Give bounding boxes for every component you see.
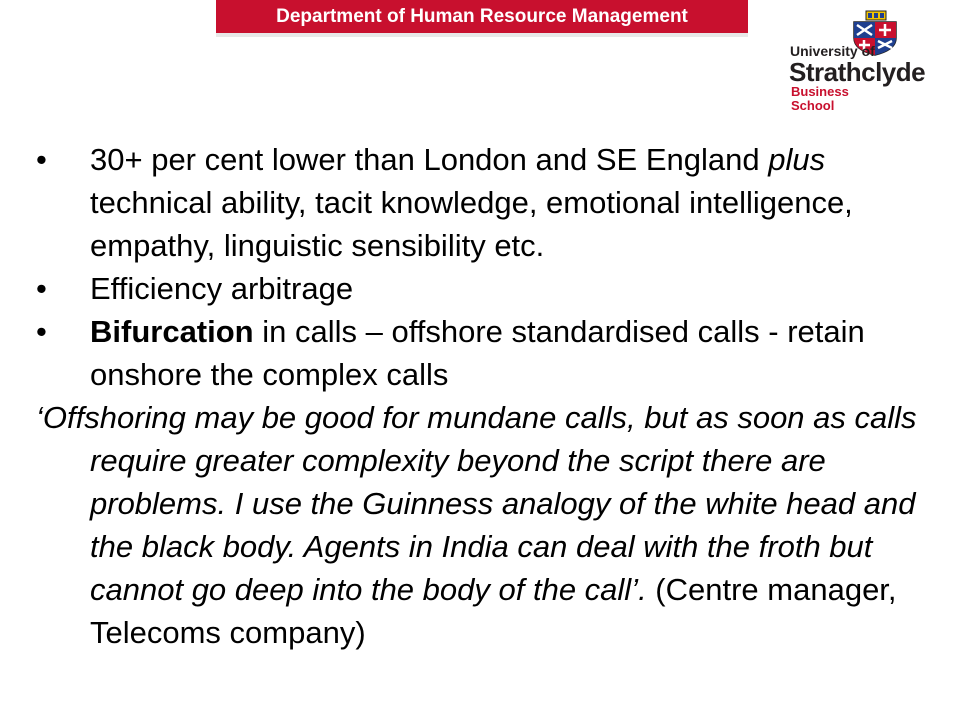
logo-university-of: University of <box>790 43 875 59</box>
slide-content <box>36 138 936 654</box>
bullet-item-efficiency <box>36 267 936 310</box>
bullet-text-a: 30+ per cent lower than London and SE England <box>90 142 769 177</box>
department-title: Department of Human Resource Management <box>276 6 688 27</box>
logo-strathclyde: Strathclyde <box>789 57 926 87</box>
header-bar <box>216 0 748 33</box>
bullet-text: Efficiency arbitrage <box>90 271 354 306</box>
manager-quote <box>36 396 936 654</box>
bullet-emphasis-plus: plus <box>768 142 826 177</box>
university-logo <box>786 8 926 128</box>
bullet-text-b: technical ability, tacit knowledge, emotional intelligence, empathy, linguistic sensibility etc. <box>90 185 853 263</box>
bullet-icon: • <box>36 142 47 177</box>
bullet-text-rest: in calls – offshore standardised calls - retain onshore the complex calls <box>90 314 865 392</box>
bullet-item-cost <box>36 138 936 267</box>
quote-text: ‘Offshoring may be good for mundane calls, but as soon as calls require greater complexity beyond the script there are problems. I use the Guinness analogy of the white head and the black body. Agents in India can deal with the froth but cannot go deep into the body of the call’. <box>36 400 917 607</box>
quote-attribution: (Centre manager, Telecoms company) <box>90 572 897 650</box>
bullet-bold-term: Bifurcation <box>90 314 254 349</box>
logo-school: School <box>791 98 835 113</box>
bullet-item-bifurcation <box>36 310 936 396</box>
logo-business: Business <box>791 84 849 99</box>
bullet-icon: • <box>36 314 47 349</box>
bullet-icon: • <box>36 271 47 306</box>
